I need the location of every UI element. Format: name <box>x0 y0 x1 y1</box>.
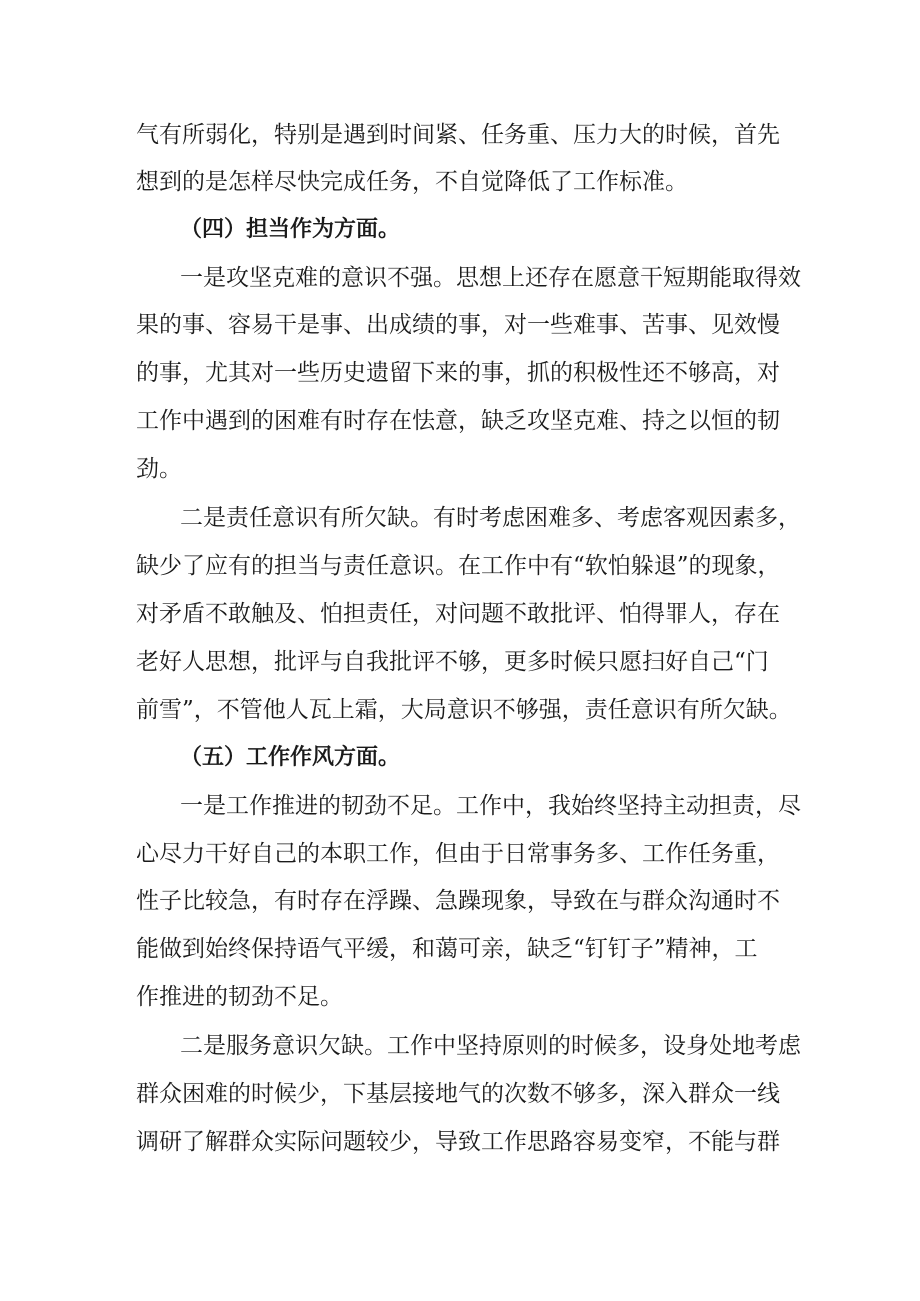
paragraph-line: 二是责任意识有所欠缺。有时考虑困难多、考虑客观因素多， <box>180 505 801 531</box>
paragraph-line: 群众困难的时候少，下基层接地气的次数不够多，深入群众一线 <box>136 1081 780 1107</box>
paragraph-line: 对矛盾不敢触及、怕担责任，对问题不敢批评、怕得罪人，存在 <box>136 601 780 627</box>
paragraph-line: 想到的是怎样尽快完成任务，不自觉降低了工作标准。 <box>136 169 688 195</box>
paragraph-line: 一是攻坚克难的意识不强。思想上还存在愿意干短期能取得效 <box>180 265 801 291</box>
paragraph-line: 老好人思想，批评与自我批评不够，更多时候只愿扫好自己“门 <box>136 649 769 675</box>
paragraph-line: 调研了解群众实际问题较少，导致工作思路容易变窄，不能与群 <box>136 1129 780 1155</box>
section-heading-4: （四）担当作为方面。 <box>180 217 401 242</box>
paragraph-line: 果的事、容易干是事、出成绩的事，对一些难事、苦事、见效慢 <box>136 312 780 338</box>
paragraph-line: 性子比较急，有时存在浮躁、急躁现象，导致在与群众沟通时不 <box>136 888 780 914</box>
paragraph-line: 心尽力干好自己的本职工作，但由于日常事务多、工作任务重， <box>136 841 780 867</box>
paragraph-line: 一是工作推进的韧劲不足。工作中，我始终坚持主动担责，尽 <box>180 793 801 819</box>
paragraph-line: 缺少了应有的担当与责任意识。在工作中有“软怕躲退”的现象， <box>136 553 781 579</box>
paragraph-line: 能做到始终保持语气平缓，和蔼可亲，缺乏“钉钉子”精神，工 <box>136 936 758 962</box>
paragraph-line: 气有所弱化，特别是遇到时间紧、任务重、压力大的时候，首先 <box>136 122 780 148</box>
paragraph-line: 二是服务意识欠缺。工作中坚持原则的时候多，设身处地考虑 <box>180 1033 801 1059</box>
paragraph-line: 作推进的韧劲不足。 <box>136 984 343 1010</box>
paragraph-line: 前雪”，不管他人瓦上霜，大局意识不够强，责任意识有所欠缺。 <box>136 697 792 723</box>
paragraph-line: 的事，尤其对一些历史遗留下来的事，抓的积极性还不够高，对 <box>136 360 780 386</box>
section-heading-5: （五）工作作风方面。 <box>180 745 401 770</box>
paragraph-line: 工作中遇到的困难有时存在怯意，缺乏攻坚克难、持之以恒的韧 <box>136 408 780 434</box>
paragraph-line: 劲。 <box>136 456 182 482</box>
